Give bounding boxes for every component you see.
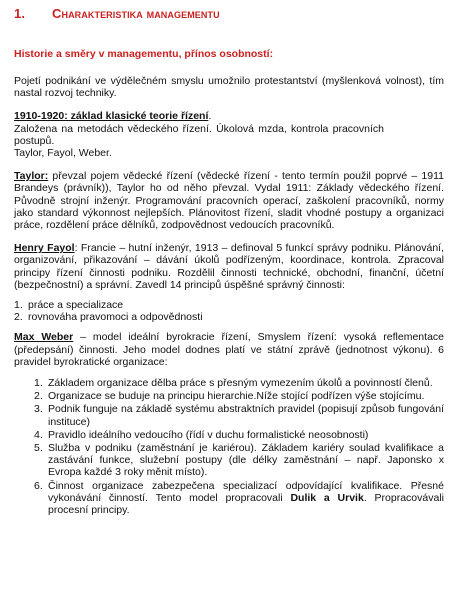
fayol-text: : Francie – hutní inženýr, 1913 – definoval 5 funkcí správy podniku. Plánování, organizování, přikazování – dávání úkolů podřízeným, koordinace, kontrola. Zpracoval principy řízení činnosti podniku. Rozdělil činnosti technické, obchodní, finanční, účetní (bezpečnostní) a správní. Zavedl 14 principů úspěšné správný činnosti:	[14, 242, 445, 291]
list-number: 2.	[14, 311, 23, 324]
period-title-line	[14, 110, 444, 122]
list-number: 1.	[34, 377, 43, 390]
list-item	[14, 377, 444, 389]
list-number: 4.	[34, 428, 43, 441]
list-item	[14, 429, 444, 441]
list-item	[14, 390, 444, 402]
list-text: Základem organizace dělba práce s přesným vymezením úkolů a povinností členů.	[48, 377, 433, 390]
chapter-title: Charakteristika managementu	[52, 6, 220, 21]
weber-name: Max Weber	[14, 331, 74, 344]
period-section	[14, 110, 444, 159]
list-text: Činnost organizace zabezpečena specializací odpovídající kvalifikace. Přesné vykonávání činností. Tento model propracovali	[48, 479, 444, 504]
list-item	[14, 442, 444, 479]
list-number: 1.	[14, 299, 23, 312]
list-item	[14, 403, 444, 427]
period-description: Založena na metodách vědeckého řízení. Úkolová mzda, kontrola pracovních postupů.	[14, 122, 384, 147]
taylor-text: převzal pojem vědecké řízení (vědecké řízení - tento termín použil poprvé – 1911 Brandeys (právník)), Taylor ho od něho převzal. Vydal 1911: Základy vědeckého řízení. Původně strojní inženýr. Programování pracovních operací, zaškolení pracovníků, normy jako standard výkonnost nejlepších. Plánovitost řízení, sladit vhodné postupy a organizaci práce, rozdělení práce dělníků, zodpovědnost vedoucích pracovníků.	[14, 170, 444, 232]
fayol-paragraph	[14, 242, 444, 291]
fayol-principles-list	[14, 299, 444, 323]
fayol-name: Henry Fayol	[14, 242, 75, 255]
chapter-number: 1.	[14, 6, 26, 21]
document-page	[14, 6, 444, 517]
list-text: rovnováha pravomoci a odpovědnosti	[28, 311, 203, 324]
list-text: Služba v podniku (zaměstnání je kariérou). Základem kariéry soulad kvalifikace a zastávání funkce, služební postupy (dle délky zaměstnání – např. Japonsko x Evropa každé 3 roky měnit místo).	[48, 442, 444, 479]
list-text: práce a specializace	[28, 299, 124, 312]
period-title: 1910-1920: základ klasické teorie řízení	[14, 110, 209, 123]
list-item	[14, 299, 444, 311]
taylor-name: Taylor:	[14, 170, 49, 183]
taylor-paragraph	[14, 170, 444, 231]
chapter-heading	[14, 6, 444, 21]
period-names: Taylor, Fayol, Weber.	[14, 147, 112, 160]
weber-paragraph	[14, 331, 444, 368]
list-number: 3.	[34, 403, 43, 416]
list-text-bold: Dulik a Urvik	[290, 491, 364, 504]
list-text: Organizace se buduje na principu hierarchie.Níže stojící podřízen výše stojícímu.	[48, 390, 425, 403]
intro-paragraph: Pojetí podnikání ve výdělečném smyslu umožnilo protestantství (myšlenková volnost), tím nastal rozvoj techniky.	[14, 75, 444, 100]
list-text: Podnik funguje na základě systému abstraktních pravidel (popisují způsob fungování instituce)	[48, 403, 444, 428]
list-number: 5.	[34, 442, 43, 455]
weber-rules-list	[14, 377, 444, 516]
list-number: 6.	[34, 479, 43, 492]
list-text-end: . Propracovávali procesní principy.	[48, 491, 444, 517]
list-item	[14, 311, 444, 323]
period-title-end: .	[208, 110, 212, 123]
section-subheading: Historie a směry v managementu, přínos osobností:	[14, 48, 274, 60]
list-item	[14, 480, 444, 517]
list-text: Pravidlo ideálního vedoucího (řídí v duchu formalistické neosobnosti)	[48, 428, 369, 441]
weber-text: – model ideální byrokracie řízení, Smyslem řízení: vysoká reflementace (předepsání) činnosti. Jeho model dodnes platí ve státní zprávě (jednotnost výkonu). 6 pravidel byrokratické organizace:	[14, 331, 444, 368]
list-number: 2.	[34, 390, 43, 403]
